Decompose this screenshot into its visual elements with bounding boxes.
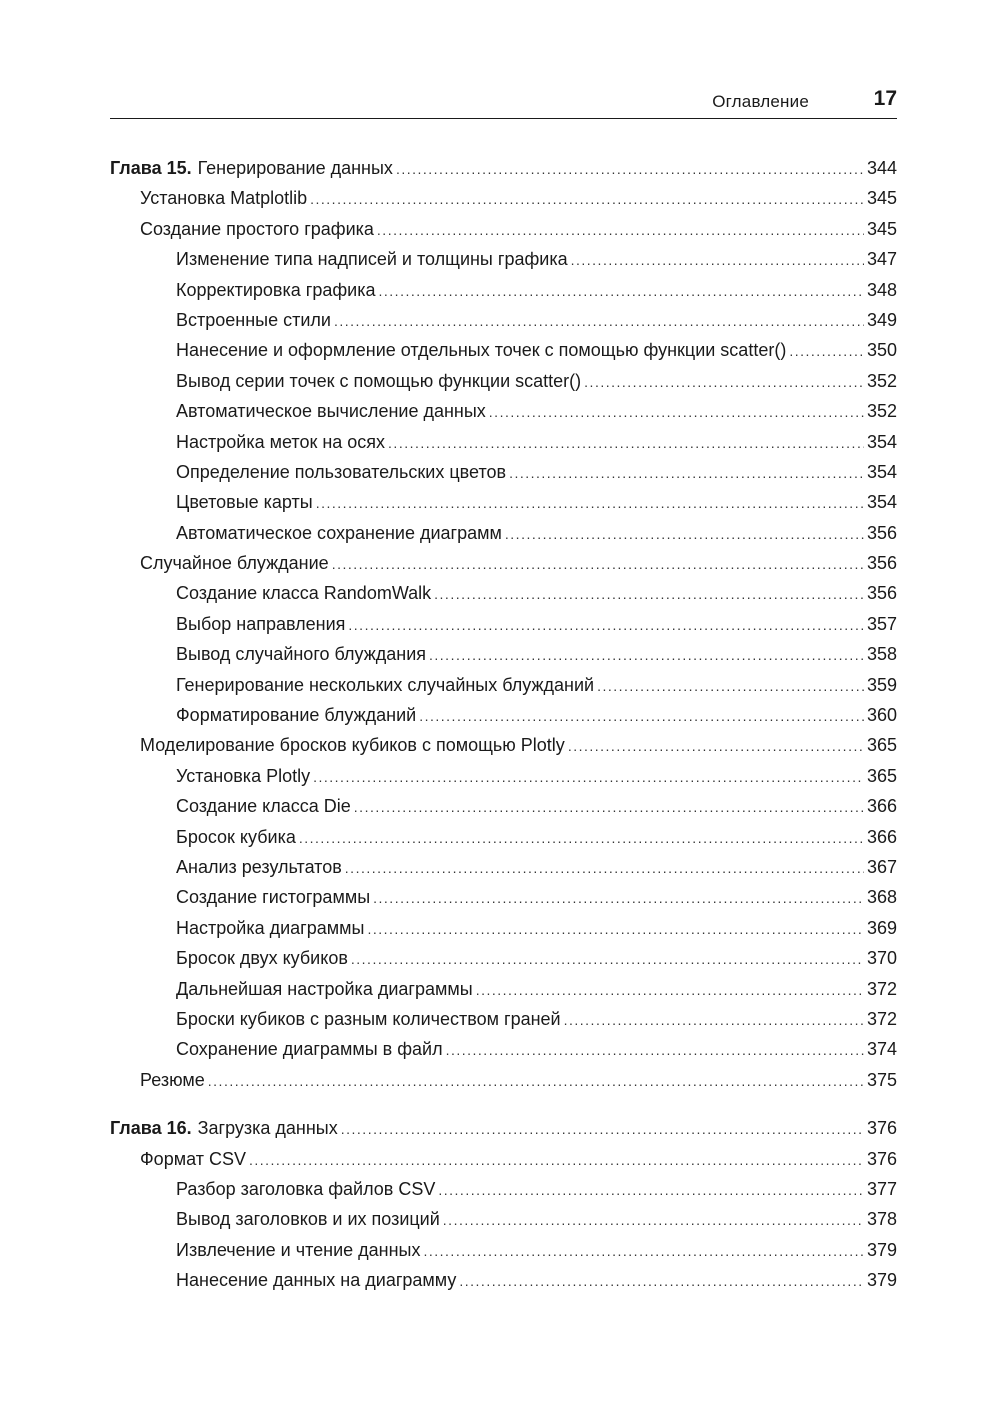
- toc-subsection[interactable]: [110, 670, 897, 700]
- dot-leader: [396, 154, 864, 184]
- toc-subsection[interactable]: [110, 275, 897, 305]
- dot-leader: [367, 914, 863, 944]
- dot-leader: [388, 428, 864, 458]
- toc-chapter: [110, 1113, 897, 1295]
- dot-leader: [208, 1066, 864, 1096]
- entry-title: Нанесение данных на диаграмму: [176, 1270, 457, 1291]
- dot-leader: [249, 1145, 864, 1175]
- toc-section[interactable]: [110, 1144, 897, 1174]
- entry-title: Цветовые карты: [176, 492, 313, 513]
- toc-subsection[interactable]: [110, 518, 897, 548]
- dot-leader: [354, 792, 864, 822]
- toc-chapter: [110, 153, 897, 1095]
- entry-page-number: 348: [866, 279, 897, 300]
- toc-subsection[interactable]: [110, 822, 897, 852]
- entry-title: Выбор направления: [176, 613, 346, 634]
- entry-page-number: 375: [866, 1069, 897, 1090]
- entry-title: Вывод заголовков и их позиций: [176, 1209, 440, 1230]
- entry-title: Создание гистограммы: [176, 887, 371, 908]
- entry-title: Извлечение и чтение данных: [176, 1239, 421, 1260]
- dot-leader: [341, 1114, 864, 1144]
- entry-page-number: 354: [866, 461, 897, 482]
- entry-title: Автоматическое вычисление данных: [176, 401, 486, 422]
- dot-leader: [459, 1266, 864, 1296]
- entry-page-number: 358: [866, 644, 897, 665]
- dot-leader: [423, 1236, 863, 1266]
- toc-chapter-heading[interactable]: [110, 1113, 897, 1143]
- toc-subsection[interactable]: [110, 578, 897, 608]
- toc-subsection[interactable]: [110, 244, 897, 274]
- toc-section[interactable]: [110, 183, 897, 213]
- entry-title: Форматирование блужданий: [176, 705, 417, 726]
- toc-subsection[interactable]: [110, 913, 897, 943]
- entry-title: Дальнейшая настройка диаграммы: [176, 978, 473, 999]
- entry-title: Создание класса Die: [176, 796, 351, 817]
- toc-section[interactable]: [110, 730, 897, 760]
- entry-page-number: 365: [866, 735, 897, 756]
- entry-title: Бросок кубика: [176, 826, 296, 847]
- chapter-number: Глава 16.: [110, 1118, 192, 1139]
- entry-page-number: 356: [866, 583, 897, 604]
- entry-page-number: 349: [866, 309, 897, 330]
- entry-title: Случайное блуждание: [140, 553, 329, 574]
- dot-leader: [316, 488, 864, 518]
- entry-page-number: 347: [866, 249, 897, 270]
- dot-leader: [299, 823, 864, 853]
- toc-subsection[interactable]: [110, 427, 897, 457]
- entry-page-number: 367: [866, 856, 897, 877]
- entry-page-number: 350: [866, 340, 897, 361]
- toc-subsection[interactable]: [110, 882, 897, 912]
- entry-title: Генерирование нескольких случайных блужданий: [176, 674, 595, 695]
- entry-title: Настройка диаграммы: [176, 917, 365, 938]
- entry-page-number: 345: [866, 188, 897, 209]
- entry-title: Нанесение и оформление отдельных точек с помощью функции scatter(): [176, 340, 787, 361]
- toc-subsection[interactable]: [110, 852, 897, 882]
- toc-subsection[interactable]: [110, 396, 897, 426]
- entry-title: Настройка меток на осях: [176, 431, 386, 452]
- entry-page-number: 372: [866, 978, 897, 999]
- toc-subsection[interactable]: [110, 366, 897, 396]
- toc-subsection[interactable]: [110, 487, 897, 517]
- entry-title: Сохранение диаграммы в файл: [176, 1039, 443, 1060]
- toc-subsection[interactable]: [110, 1265, 897, 1295]
- dot-leader: [348, 610, 864, 640]
- entry-title: Создание класса RandomWalk: [176, 583, 432, 604]
- toc-subsection[interactable]: [110, 609, 897, 639]
- entry-title: Изменение типа надписей и толщины графика: [176, 249, 568, 270]
- entry-page-number: 368: [866, 887, 897, 908]
- dot-leader: [334, 306, 864, 336]
- entry-title: Вывод случайного блуждания: [176, 644, 427, 665]
- toc-chapter-heading[interactable]: [110, 153, 897, 183]
- entry-page-number: 359: [866, 674, 897, 695]
- entry-page-number: 354: [866, 431, 897, 452]
- toc-section[interactable]: [110, 214, 897, 244]
- chapter-number: Глава 15.: [110, 158, 192, 178]
- toc-subsection[interactable]: [110, 1204, 897, 1234]
- toc-subsection[interactable]: [110, 457, 897, 487]
- entry-title: Автоматическое сохранение диаграмм: [176, 522, 502, 543]
- toc-subsection[interactable]: [110, 1004, 897, 1034]
- toc-subsection[interactable]: [110, 700, 897, 730]
- toc-subsection[interactable]: [110, 1235, 897, 1265]
- entry-title: Анализ результатов: [176, 856, 342, 877]
- dot-leader: [489, 397, 864, 427]
- entry-title: Моделирование бросков кубиков с помощью Plotly: [140, 735, 565, 756]
- toc-subsection[interactable]: [110, 1174, 897, 1204]
- toc-section[interactable]: [110, 1065, 897, 1095]
- entry-page-number: 377: [866, 1178, 897, 1199]
- entry-title: Определение пользовательских цветов: [176, 461, 507, 482]
- entry-title: Бросок двух кубиков: [176, 948, 348, 969]
- entry-page-number: 354: [866, 492, 897, 513]
- chapter-title: Загрузка данных: [197, 1118, 338, 1139]
- toc-subsection[interactable]: [110, 761, 897, 791]
- dot-leader: [443, 1205, 864, 1235]
- dot-leader: [377, 215, 864, 245]
- entry-page-number: 357: [866, 613, 897, 634]
- toc-subsection[interactable]: [110, 305, 897, 335]
- page-number: 17: [873, 87, 897, 110]
- toc-subsection[interactable]: [110, 335, 897, 365]
- entry-page-number: 345: [866, 218, 897, 239]
- dot-leader: [373, 883, 864, 913]
- entry-title: Встроенные стили: [176, 309, 331, 330]
- entry-page-number: 356: [866, 553, 897, 574]
- entry-page-number: 365: [866, 765, 897, 786]
- entry-title: Создание простого графика: [140, 218, 374, 239]
- entry-page-number: 366: [866, 796, 897, 817]
- chapter-page-number: 376: [866, 1118, 897, 1139]
- entry-title: Корректировка графика: [176, 279, 376, 300]
- dot-leader: [419, 701, 864, 731]
- table-of-contents: [110, 153, 897, 1295]
- running-title: Оглавление: [712, 92, 809, 111]
- dot-leader: [345, 853, 864, 883]
- entry-title: Формат CSV: [140, 1148, 246, 1169]
- page-header: [110, 86, 897, 119]
- chapter-title-label: [110, 153, 393, 183]
- dot-leader: [584, 367, 864, 397]
- entry-page-number: 366: [866, 826, 897, 847]
- entry-page-number: 376: [866, 1148, 897, 1169]
- entry-title: Броски кубиков с разным количеством граней: [176, 1008, 561, 1029]
- entry-title: Вывод серии точек с помощью функции scatter(): [176, 370, 582, 391]
- entry-page-number: 370: [866, 948, 897, 969]
- dot-leader: [429, 640, 864, 670]
- dot-leader: [332, 549, 864, 579]
- chapter-title-label: [110, 1113, 338, 1143]
- entry-page-number: 379: [866, 1270, 897, 1291]
- entry-page-number: 372: [866, 1008, 897, 1029]
- toc-subsection[interactable]: [110, 974, 897, 1004]
- entry-title: Резюме: [140, 1069, 205, 1090]
- toc-subsection[interactable]: [110, 943, 897, 973]
- entry-title: Установка Plotly: [176, 765, 311, 786]
- entry-page-number: 374: [866, 1039, 897, 1060]
- dot-leader: [509, 458, 864, 488]
- dot-leader: [564, 1005, 864, 1035]
- dot-leader: [571, 245, 864, 275]
- dot-leader: [351, 944, 864, 974]
- toc-section[interactable]: [110, 548, 897, 578]
- toc-subsection[interactable]: [110, 791, 897, 821]
- dot-leader: [597, 671, 864, 701]
- entry-page-number: 352: [866, 401, 897, 422]
- entry-page-number: 379: [866, 1239, 897, 1260]
- dot-leader: [568, 731, 864, 761]
- chapter-title: Генерирование данных: [197, 158, 393, 178]
- toc-subsection[interactable]: [110, 639, 897, 669]
- entry-page-number: 369: [866, 917, 897, 938]
- dot-leader: [505, 519, 864, 549]
- entry-page-number: 356: [866, 522, 897, 543]
- dot-leader: [476, 975, 864, 1005]
- entry-page-number: 360: [866, 705, 897, 726]
- dot-leader: [438, 1175, 864, 1205]
- toc-subsection[interactable]: [110, 1034, 897, 1064]
- dot-leader: [434, 579, 864, 609]
- entry-page-number: 352: [866, 370, 897, 391]
- dot-leader: [379, 276, 864, 306]
- entry-title: Установка Matplotlib: [140, 188, 308, 209]
- dot-leader: [446, 1035, 864, 1065]
- entry-page-number: 378: [866, 1209, 897, 1230]
- dot-leader: [789, 336, 864, 366]
- dot-leader: [313, 762, 864, 792]
- entry-title: Разбор заголовка файлов CSV: [176, 1178, 436, 1199]
- dot-leader: [310, 184, 864, 214]
- chapter-page-number: 344: [866, 158, 897, 178]
